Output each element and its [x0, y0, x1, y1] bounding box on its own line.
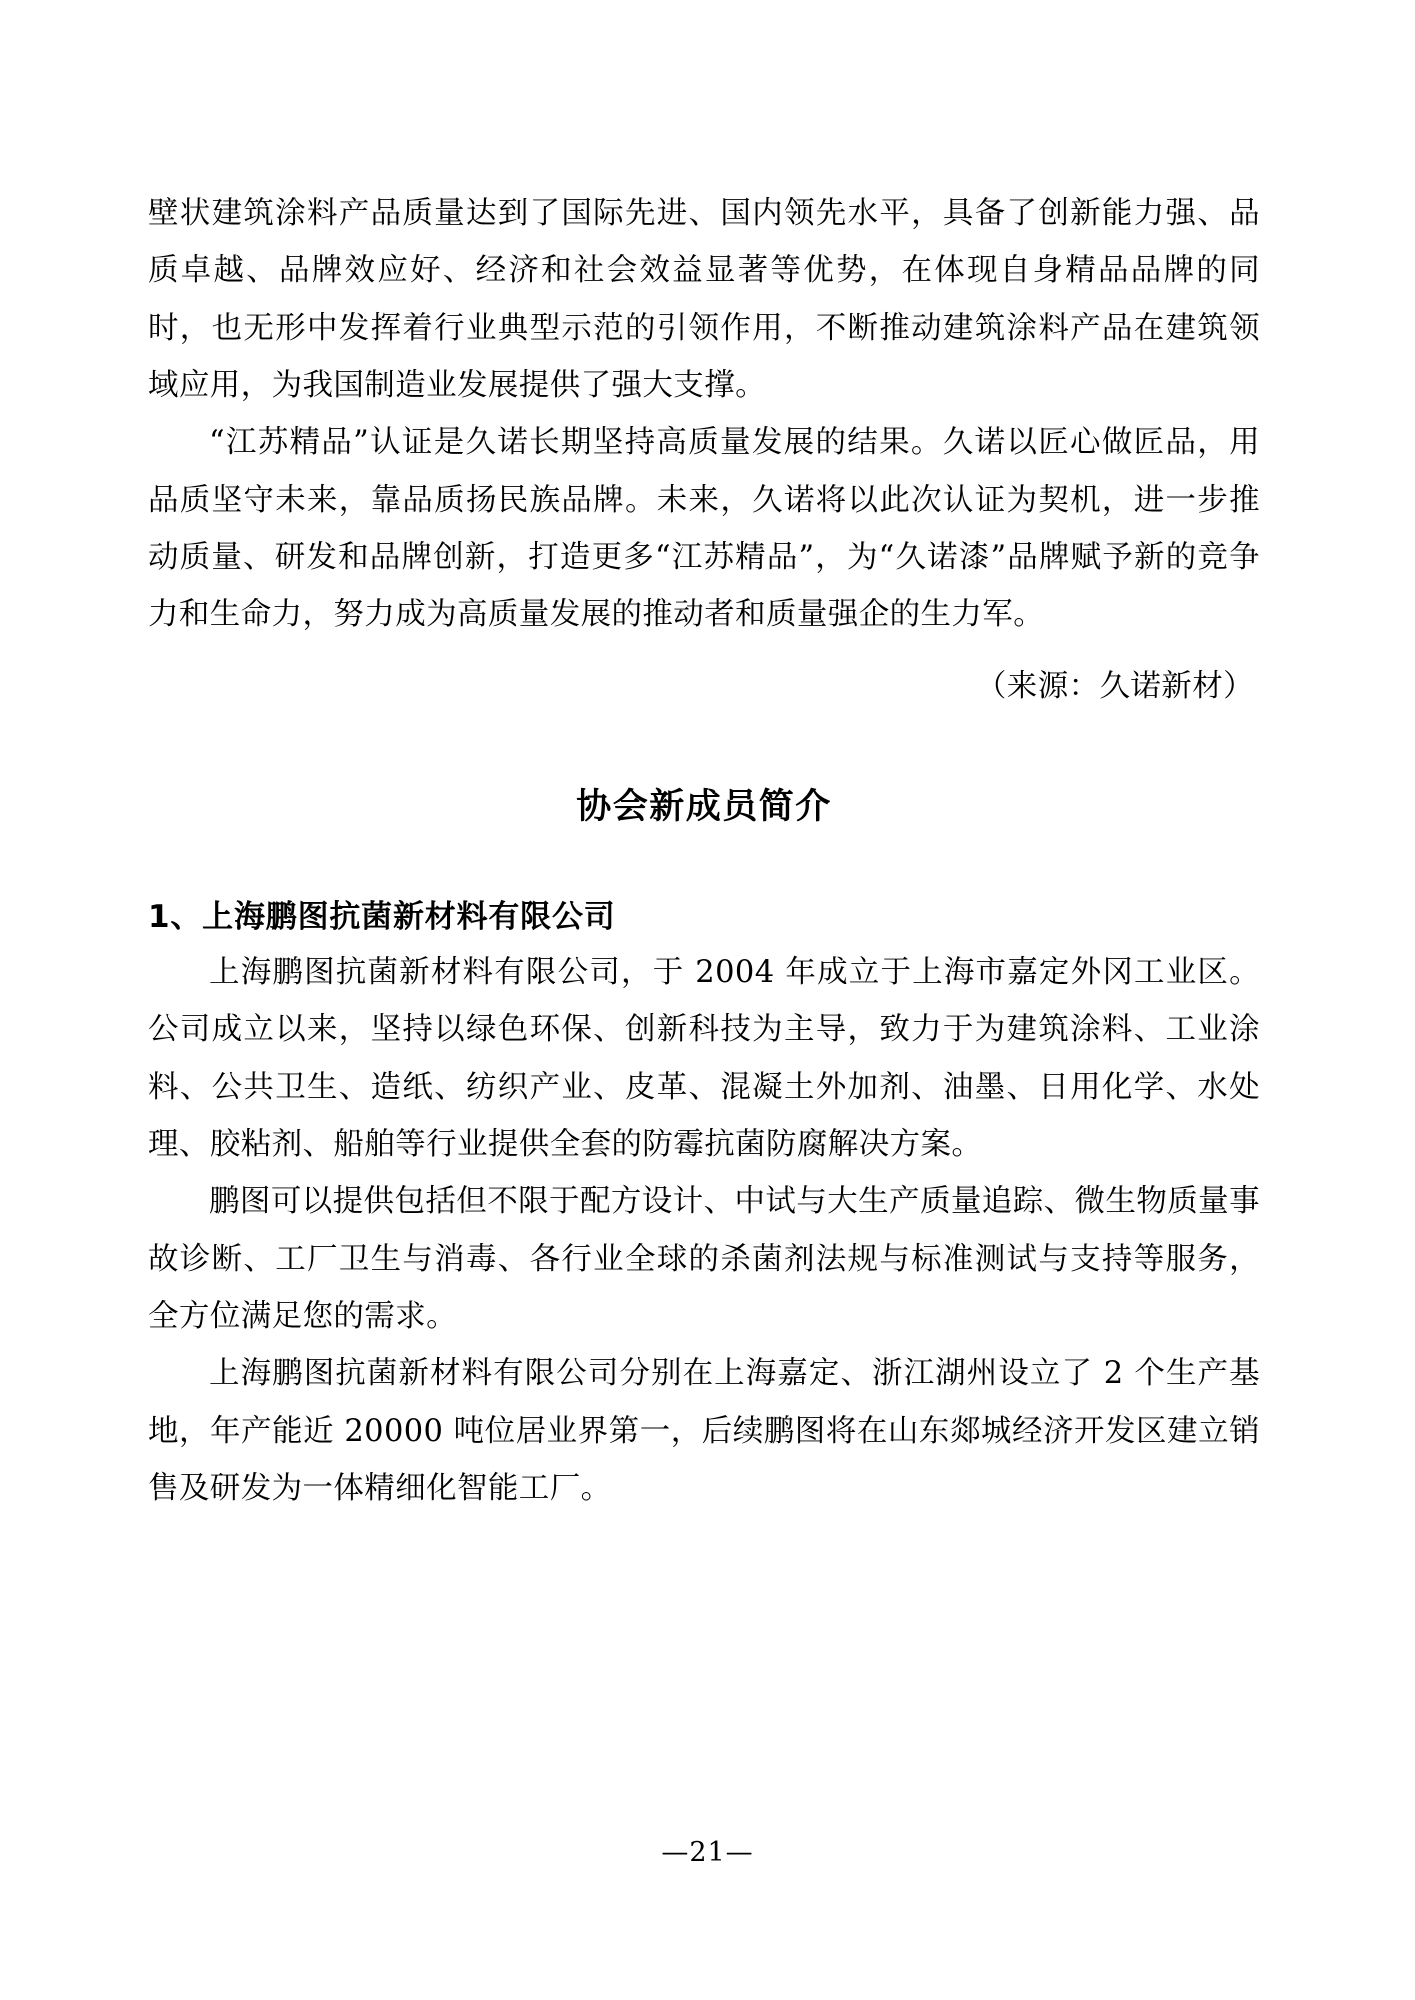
source-attribution: （来源：久诺新材）: [975, 668, 1254, 704]
paragraph-company-capacity: 上海鹏图抗菌新材料有限公司分别在上海嘉定、浙江湖州设立了 2 个生产基地，年产能近 20000 吨位居业界第一，后续鹏图将在山东郯城经济开发区建立销售及研发为一体精细化智能工厂。: [148, 1356, 1260, 1506]
page-number: —21—: [661, 1837, 754, 1868]
paragraph-continued: 壁状建筑涂料产品质量达到了国际先进、国内领先水平，具备了创新能力强、品质卓越、品牌效应好、经济和社会效益显著等优势，在体现自身精品品牌的同时，也无形中发挥着行业典型示范的引领作用，不断推动建筑涂料产品在建筑领域应用，为我国制造业发展提供了强大支撑。: [148, 196, 1260, 403]
company-description: [148, 944, 1260, 1517]
paragraph-company-services: 鹏图可以提供包括但不限于配方设计、中试与大生产质量追踪、微生物质量事故诊断、工厂卫生与消毒、各行业全球的杀菌剂法规与标准测试与支持等服务，全方位满足您的需求。: [148, 1184, 1260, 1334]
subsection-title-company: 1、上海鹏图抗菌新材料有限公司: [148, 898, 616, 935]
paragraph-jiangsu-jingpin: “江苏精品”认证是久诺长期坚持高质量发展的结果。久诺以匠心做匠品，用品质坚守未来，靠品质扬民族品牌。未来，久诺将以此次认证为契机，进一步推动质量、研发和品牌创新，打造更多“江苏精品”，为“久诺漆”品牌赋予新的竞争力和生命力，努力成为高质量发展的推动者和质量强企的生力军。: [148, 425, 1260, 633]
paragraph-company-overview: 上海鹏图抗菌新材料有限公司，于 2004 年成立于上海市嘉定外冈工业区。公司成立以来，坚持以绿色环保、创新科技为主导，致力于为建筑涂料、工业涂料、公共卫生、造纸、纺织产业、皮革、混凝土外加剂、油墨、日用化学、水处理、胶粘剂、船舶等行业提供全套的防霉抗菌防腐解决方案。: [148, 954, 1260, 1162]
section-title: 协会新成员简介: [576, 786, 832, 827]
